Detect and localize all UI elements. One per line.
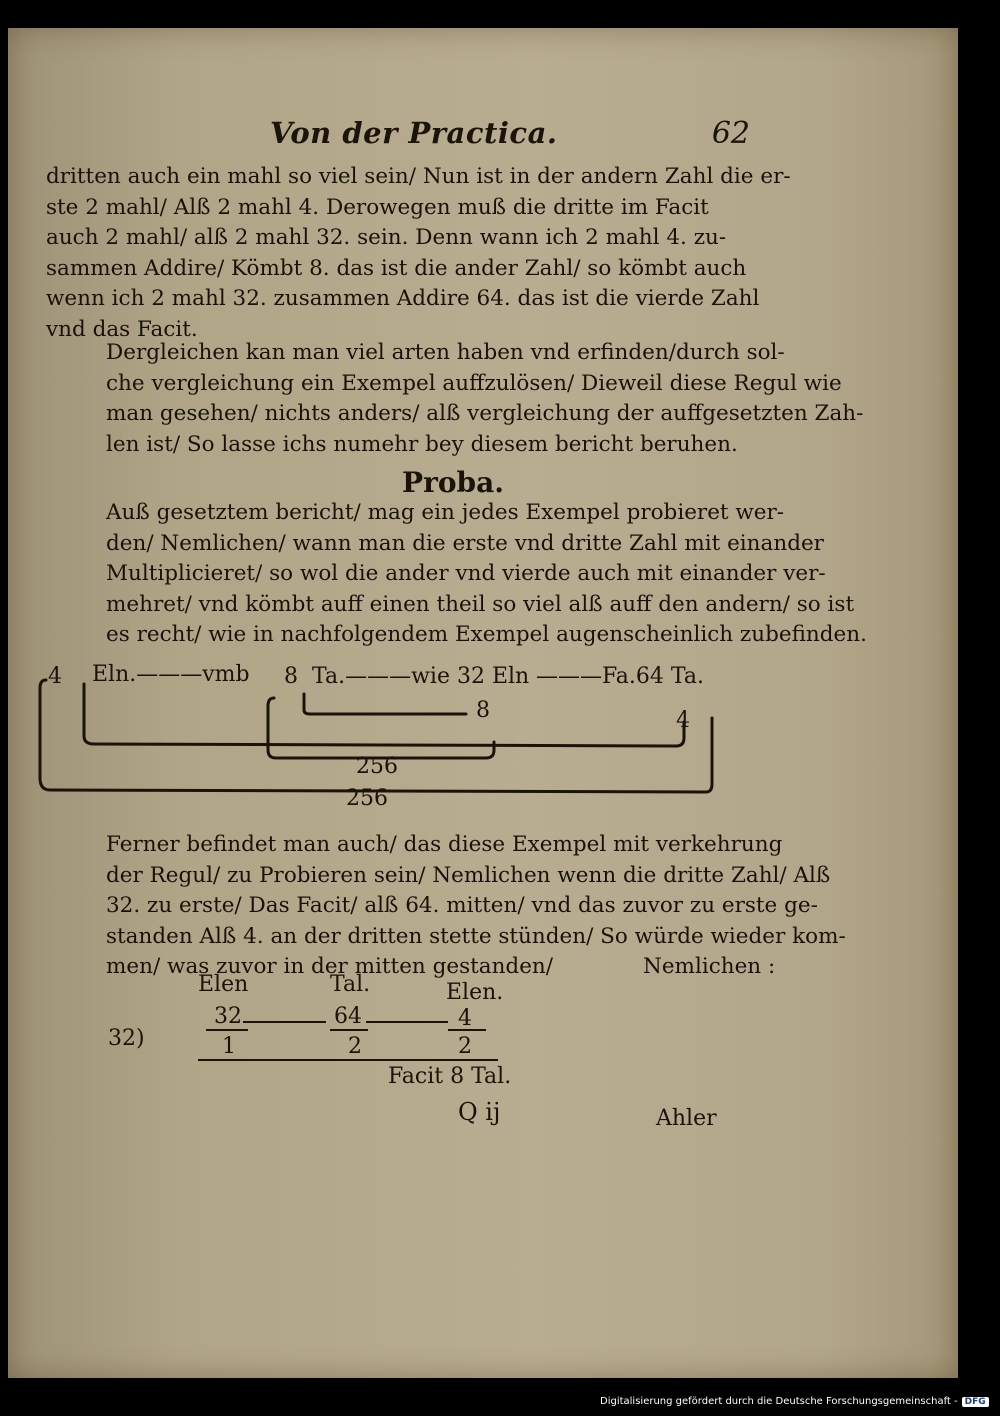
diagram-num-4-right: 4 bbox=[676, 708, 690, 733]
text-line: dritten auch ein mahl so viel sein/ Nun ist in der andern Zahl die er- bbox=[46, 164, 791, 189]
example-v1-bottom: 1 bbox=[222, 1034, 236, 1059]
paragraph-1 bbox=[46, 162, 791, 345]
section-heading: Proba. bbox=[402, 466, 504, 499]
example-v2-top: 64 bbox=[334, 1004, 362, 1029]
catchword: Ahler bbox=[656, 1106, 717, 1131]
text-line: standen Alß 4. an der dritten stette stünden/ So würde wieder kom- bbox=[106, 923, 846, 949]
paragraph-4 bbox=[46, 830, 846, 983]
diagram-fa: ———Fa.64 Ta. bbox=[536, 664, 704, 689]
text-line: man gesehen/ nichts anders/ alß vergleichung der auffgesetzten Zah- bbox=[106, 401, 864, 426]
page-number: 62 bbox=[711, 116, 750, 151]
text-fragment: men/ was zuvor in der mitten gestanden/ bbox=[106, 954, 554, 979]
example-v1-top: 32 bbox=[214, 1004, 242, 1029]
example-col-elen-2: Elen. bbox=[446, 980, 504, 1005]
text-line: wenn ich 2 mahl 32. zusammen Addire 64. das ist die vierde Zahl bbox=[46, 286, 760, 311]
text-line: che vergleichung ein Exempel auffzulösen/ Dieweil diese Regul wie bbox=[106, 370, 842, 396]
example-lead-32: 32) bbox=[108, 1026, 145, 1051]
text-line: 32. zu erste/ Das Facit/ alß 64. mitten/ vnd das zuvor zu erste ge- bbox=[106, 893, 818, 918]
text-line: Ferner befindet man auch/ das diese Exempel mit verkehrung bbox=[106, 832, 783, 857]
diagram-num-8: 8 bbox=[284, 664, 298, 689]
text-line: sammen Addire/ Kömbt 8. das ist die ander Zahl/ so kömbt auch bbox=[46, 255, 747, 281]
footer-text: Digitalisierung gefördert durch die Deutsche Forschungsgemeinschaft - bbox=[600, 1396, 958, 1407]
text-line: vnd das Facit. bbox=[46, 316, 198, 342]
example-v2-bottom: 2 bbox=[348, 1034, 362, 1059]
text-line: auch 2 mahl/ alß 2 mahl 32. sein. Denn wann ich 2 mahl 4. zu- bbox=[46, 225, 727, 250]
text-line: len ist/ So lasse ichs numehr bey diesem bericht beruhen. bbox=[106, 431, 738, 457]
text-line: ste 2 mahl/ Alß 2 mahl 4. Derowegen muß die dritte im Facit bbox=[46, 194, 709, 220]
example-v3-top: 4 bbox=[458, 1006, 472, 1031]
text-fragment: Nemlichen : bbox=[643, 954, 776, 979]
book-page bbox=[8, 28, 958, 1378]
paragraph-2 bbox=[46, 338, 864, 460]
text-line: Auß gesetztem bericht/ mag ein jedes Exempel probieret wer- bbox=[106, 500, 785, 525]
digitization-footer bbox=[600, 1396, 989, 1407]
diagram-ta-wie: Ta.———wie 32 Eln bbox=[312, 664, 530, 689]
running-title: Von der Practica. bbox=[270, 116, 558, 150]
text-line: es recht/ wie in nachfolgendem Exempel augenscheinlich zubefinden. bbox=[106, 622, 867, 647]
example-facit: Facit 8 Tal. bbox=[388, 1064, 512, 1089]
paragraph-3 bbox=[46, 498, 867, 651]
reverse-example bbox=[98, 968, 538, 1108]
diagram-num-4: 4 bbox=[48, 664, 62, 689]
page-header bbox=[270, 116, 750, 160]
text-line: Multiplicieret/ so wol die ander vnd vierde auch mit einander ver- bbox=[106, 561, 826, 586]
text-line: der Regul/ zu Probieren sein/ Nemlichen wenn die dritte Zahl/ Alß bbox=[106, 862, 831, 888]
text-line: den/ Nemlichen/ wann man die erste vnd dritte Zahl mit einander bbox=[106, 530, 824, 556]
diagram-product-256-a: 256 bbox=[356, 754, 398, 779]
text-line: Dergleichen kan man viel arten haben vnd erfinden/durch sol- bbox=[106, 340, 785, 365]
proof-diagram bbox=[36, 658, 736, 818]
diagram-product-256-b: 256 bbox=[346, 786, 388, 811]
diagram-product-8: 8 bbox=[476, 698, 490, 723]
example-col-elen: Elen bbox=[198, 972, 249, 997]
signature-mark: Q ij bbox=[458, 1098, 501, 1126]
dfg-logo: DFG bbox=[962, 1397, 989, 1407]
text-line: mehret/ vnd kömbt auff einen theil so viel alß auff den andern/ so ist bbox=[106, 591, 855, 617]
example-v3-bottom: 2 bbox=[458, 1034, 472, 1059]
diagram-eln-vmb: Eln.———vmb bbox=[92, 662, 250, 687]
example-col-tal: Tal. bbox=[330, 972, 371, 997]
